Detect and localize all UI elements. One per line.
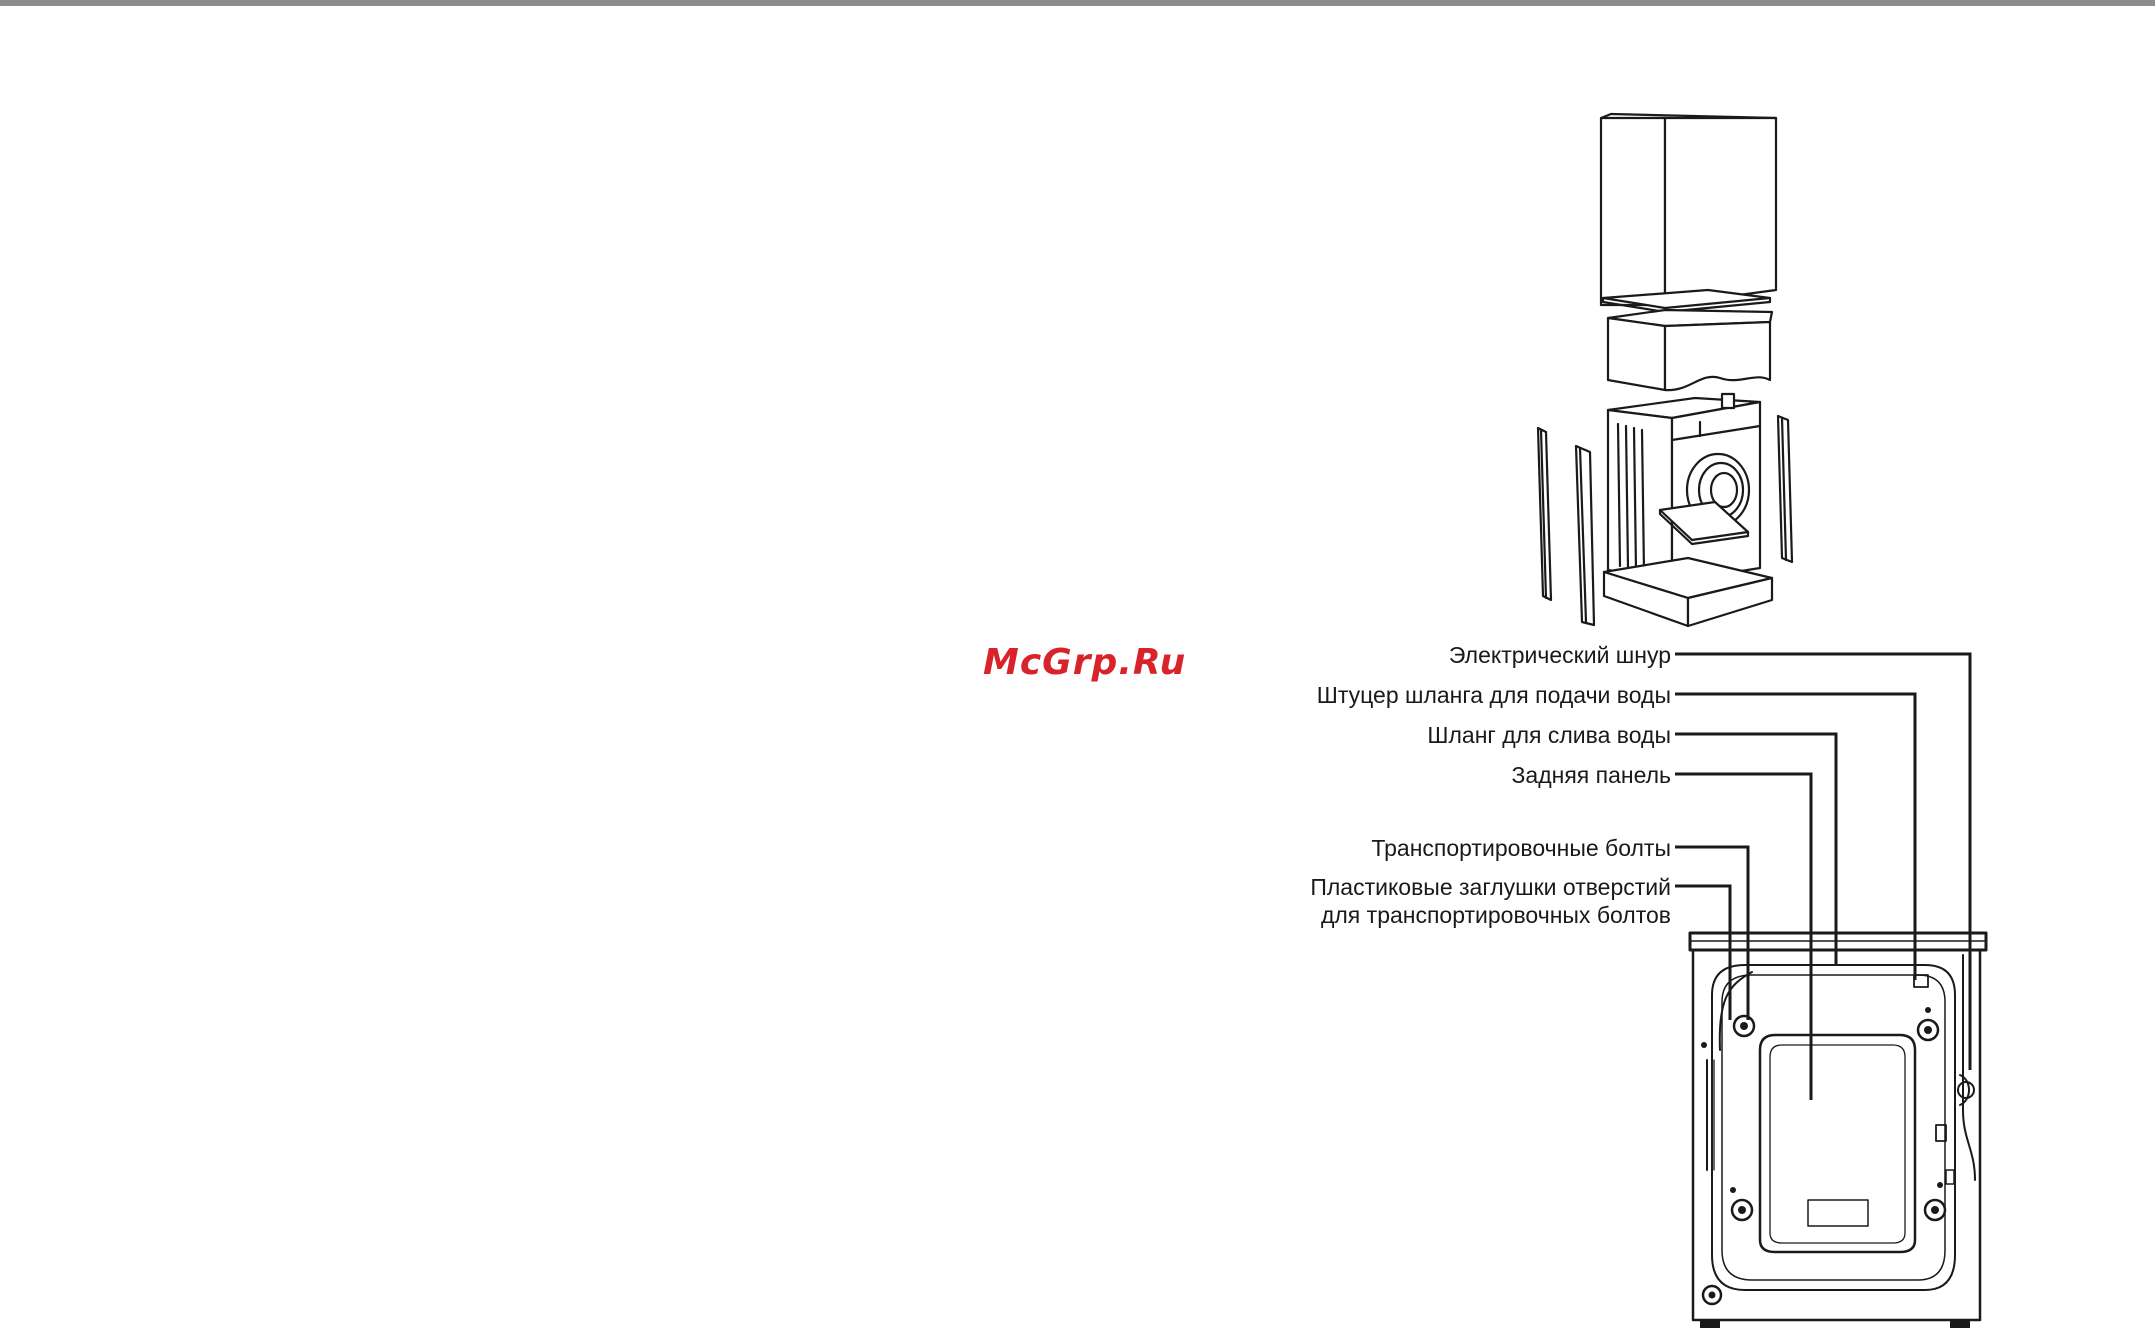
transit-bolt-top-left (1734, 1016, 1754, 1036)
label-drain-hose: Шланг для слива воды (1427, 722, 1671, 748)
transit-bolt-bottom-right (1925, 1200, 1945, 1220)
corner-post-left-outer (1538, 428, 1551, 600)
corner-post-left-inner (1576, 446, 1594, 625)
washing-machine-3d (1608, 394, 1760, 582)
packaging-exploded-view (1538, 114, 1792, 626)
transit-bolt-bottom-left (1732, 1200, 1752, 1220)
carton-box (1601, 114, 1776, 305)
label-transit-bolts: Транспортировочные болты (1371, 835, 1671, 861)
label-rear-panel: Задняя панель (1511, 762, 1671, 788)
foam-top-cap (1608, 310, 1772, 390)
washing-machine-rear-view (1690, 933, 1986, 1328)
transit-bolt-bottom-corner (1703, 1286, 1721, 1304)
label-plugs-line1: Пластиковые заглушки отверстий (1310, 874, 1671, 900)
label-power-cord: Электрический шнур (1448, 642, 1671, 668)
transit-bolt-top-right (1918, 1020, 1938, 1040)
label-plugs-line2: для транспортировочных болтов (1320, 902, 1671, 928)
watermark-logo: McGrp.Ru (983, 642, 1187, 683)
leader-power-cord (1675, 654, 1970, 1070)
label-water-inlet: Штуцер шланга для подачи воды (1316, 682, 1671, 708)
corner-post-right (1778, 416, 1792, 562)
label-plugs (1310, 873, 1671, 929)
